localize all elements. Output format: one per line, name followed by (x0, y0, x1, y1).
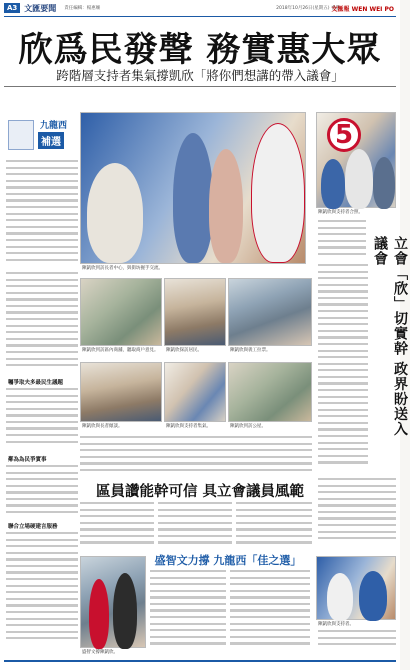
main-headline: 欣爲民發聲 務實惠大眾 (18, 30, 382, 70)
caption-4: 陳凱欣探訪居民。 (166, 348, 202, 353)
bottom-col-2-text (230, 570, 310, 650)
child-figure (321, 159, 345, 209)
supporter-figure (89, 579, 109, 649)
subhead-2: 鄰為為民爭實事 (8, 457, 47, 463)
ballot-box-icon (8, 120, 34, 150)
caption-8: 陳凱欣到訪公屋。 (230, 424, 266, 429)
caption-7: 陳凱欣與支持者集氣。 (166, 424, 211, 429)
caption-6: 陳凱欣與長者傾談。 (82, 424, 123, 429)
header-rule (4, 16, 396, 17)
editor-credit: 責任編輯：楊惠姍 (64, 6, 101, 11)
logo-line-1: 九龍西 (40, 121, 68, 131)
photo-grid-6 (228, 362, 312, 422)
right-article-text-1 (318, 220, 366, 260)
date-line: 2018年10月26日(星期五) 香港 (276, 6, 340, 11)
right-article-text-3 (318, 478, 396, 546)
left-article-text-2 (6, 272, 78, 372)
photo-grid-3 (228, 278, 312, 346)
man-figure (173, 133, 213, 263)
logo-line-2: 補選 (38, 132, 64, 149)
caption-5: 陳凱欣與義工拉票。 (230, 348, 271, 353)
left-article-text-3 (6, 388, 78, 448)
bottom-photo-left (80, 556, 146, 648)
mid-col-2-text (158, 502, 232, 546)
left-article-text-4 (6, 465, 78, 517)
supporter-figure-2 (359, 571, 387, 621)
by-election-logo (4, 112, 76, 156)
woman-figure (209, 149, 243, 263)
bottom-headline: 盛智文力撐 九龍西「佳之選」 (154, 554, 302, 567)
section-title: 文匯要聞 (24, 3, 57, 13)
caption-1: 陳凱欣到訪長者中心，與街坊握手交流。 (82, 266, 163, 271)
caption-3: 陳凱欣到訪區內商舖，聽取商戶意見。 (82, 348, 159, 353)
caption-9: 盛智文撐陳凱欣。 (82, 650, 118, 655)
businessman-figure (113, 573, 137, 649)
caption-2: 陳凱欣與支持者合照。 (318, 210, 363, 215)
page-tag: A3 (4, 3, 20, 13)
mid-col-1-text (80, 502, 154, 546)
photo-grid-4 (80, 362, 162, 422)
photo-grid-1 (80, 278, 162, 346)
vertical-headline: 立會「欣」切實幹 政界盼送入議會 (372, 236, 408, 437)
middle-headline: 區員讚能幹可信 具立會議員風範 (95, 483, 305, 500)
candidate-figure-3 (327, 573, 353, 621)
child-figure-2 (373, 157, 395, 209)
subhead-1: 囑爭取夫多最民生議題 (8, 380, 64, 386)
ballot-number-badge: 5 (327, 118, 361, 152)
left-article-text (6, 160, 78, 265)
headline-rule (4, 86, 396, 87)
paper-name: 文匯報 WEN WEI PO (331, 6, 394, 13)
bottom-right-text (318, 630, 396, 652)
elderly-woman-figure (87, 163, 143, 263)
photo-grid-2 (164, 278, 226, 346)
caption-10: 陳凱欣與支持者。 (318, 622, 354, 627)
left-article-text-5 (6, 532, 78, 650)
mid-col-3-text (236, 502, 312, 546)
main-photo (80, 112, 306, 264)
bottom-photo-right (316, 556, 396, 620)
candidate-figure (251, 123, 305, 263)
subhead-3: 聯合立場硬建言服務 (8, 524, 58, 530)
photo-grid-5 (164, 362, 226, 422)
candidate-figure-2 (345, 149, 373, 209)
footer-rule (4, 660, 396, 662)
bottom-col-1-text (150, 570, 226, 650)
sub-headline: 跨階層支持者集氣撐凱欣「將你們想講的帶入議會」 (56, 68, 344, 83)
right-article-text-2 (318, 264, 368, 474)
middle-article-text (80, 436, 312, 476)
